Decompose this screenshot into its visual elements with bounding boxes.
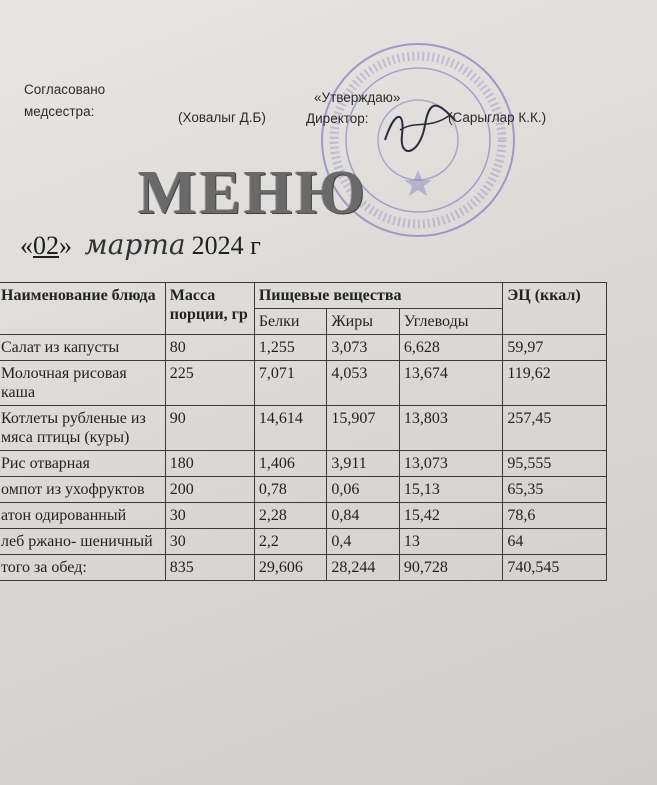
table-row [0, 335, 607, 361]
dish-name: атон одированный [0, 503, 165, 529]
dish-carbs: 13 [399, 529, 503, 555]
header-fat: Жиры [327, 309, 399, 335]
menu-date [20, 228, 261, 261]
dish-fat: 3,073 [327, 335, 399, 361]
dish-mass: 80 [165, 335, 254, 361]
dish-name: Рис отварная [0, 451, 165, 477]
dish-mass: 90 [165, 406, 254, 451]
dish-energy: 257,45 [503, 406, 607, 451]
dish-energy: 65,35 [503, 477, 607, 503]
dish-name: Котлеты рубленые из мяса птицы (куры) [0, 406, 165, 451]
dish-fat: 4,053 [327, 361, 399, 406]
total-protein: 29,606 [254, 555, 326, 581]
total-row [0, 555, 607, 581]
director-name: (Сарыглар К.К.) [448, 110, 547, 125]
header-energy: ЭЦ (ккал) [503, 283, 607, 335]
date-year: 2024 г [191, 231, 261, 260]
dish-protein: 2,28 [254, 503, 326, 529]
header-protein: Белки [254, 309, 326, 335]
dish-protein: 14,614 [254, 406, 326, 451]
date-month: марта [84, 228, 186, 261]
dish-protein: 1,406 [254, 451, 326, 477]
header-dish: Наименование блюда [0, 283, 165, 335]
header-nutrients: Пищевые вещества [254, 283, 503, 309]
dish-fat: 3,911 [327, 451, 399, 477]
dish-carbs: 15,13 [399, 477, 503, 503]
dish-energy: 78,6 [503, 503, 607, 529]
dish-carbs: 13,073 [399, 451, 503, 477]
approve-label: «Утверждаю» [314, 90, 401, 105]
table-row [0, 529, 607, 555]
dish-name: леб ржано- шеничный [0, 529, 165, 555]
table-row [0, 477, 607, 503]
total-fat: 28,244 [327, 555, 399, 581]
dish-protein: 7,071 [254, 361, 326, 406]
dish-mass: 30 [165, 503, 254, 529]
agreed-label: Согласовано [24, 82, 106, 97]
dish-carbs: 13,674 [399, 361, 503, 406]
date-open-quote: « [20, 231, 33, 260]
dish-protein: 1,255 [254, 335, 326, 361]
menu-table [0, 282, 607, 581]
dish-energy: 64 [503, 529, 607, 555]
dish-fat: 0,06 [327, 477, 399, 503]
dish-energy: 95,555 [503, 451, 607, 477]
dish-protein: 0,78 [254, 477, 326, 503]
table-row [0, 361, 607, 406]
dish-fat: 15,907 [327, 406, 399, 451]
table-row [0, 503, 607, 529]
header-mass: Масса порции, гр [165, 283, 254, 335]
page-title: МЕНЮ [138, 159, 368, 227]
dish-carbs: 13,803 [399, 406, 503, 451]
dish-name: омпот из ухофруктов [0, 477, 165, 503]
table-row [0, 406, 607, 451]
dish-name: Молочная рисовая каша [0, 361, 165, 406]
director-label: Директор: [306, 111, 369, 126]
dish-mass: 200 [165, 477, 254, 503]
header-carbs: Углеводы [399, 309, 503, 335]
director-signature [380, 100, 460, 160]
dish-mass: 225 [165, 361, 254, 406]
dish-energy: 119,62 [503, 361, 607, 406]
nurse-name: (Ховалыг Д.Б) [178, 110, 266, 125]
table-row [0, 451, 607, 477]
dish-name: Салат из капусты [0, 335, 165, 361]
total-carbs: 90,728 [399, 555, 503, 581]
dish-carbs: 15,42 [399, 503, 503, 529]
date-day: 02 [33, 231, 59, 260]
dish-energy: 59,97 [503, 335, 607, 361]
dish-fat: 0,84 [327, 503, 399, 529]
dish-mass: 30 [165, 529, 254, 555]
total-mass: 835 [165, 555, 254, 581]
dish-carbs: 6,628 [399, 335, 503, 361]
nurse-label: медсестра: [24, 104, 95, 119]
total-label: того за обед: [0, 555, 165, 581]
dish-protein: 2,2 [254, 529, 326, 555]
total-energy: 740,545 [503, 555, 607, 581]
date-close-quote: » [59, 231, 72, 260]
dish-mass: 180 [165, 451, 254, 477]
dish-fat: 0,4 [327, 529, 399, 555]
